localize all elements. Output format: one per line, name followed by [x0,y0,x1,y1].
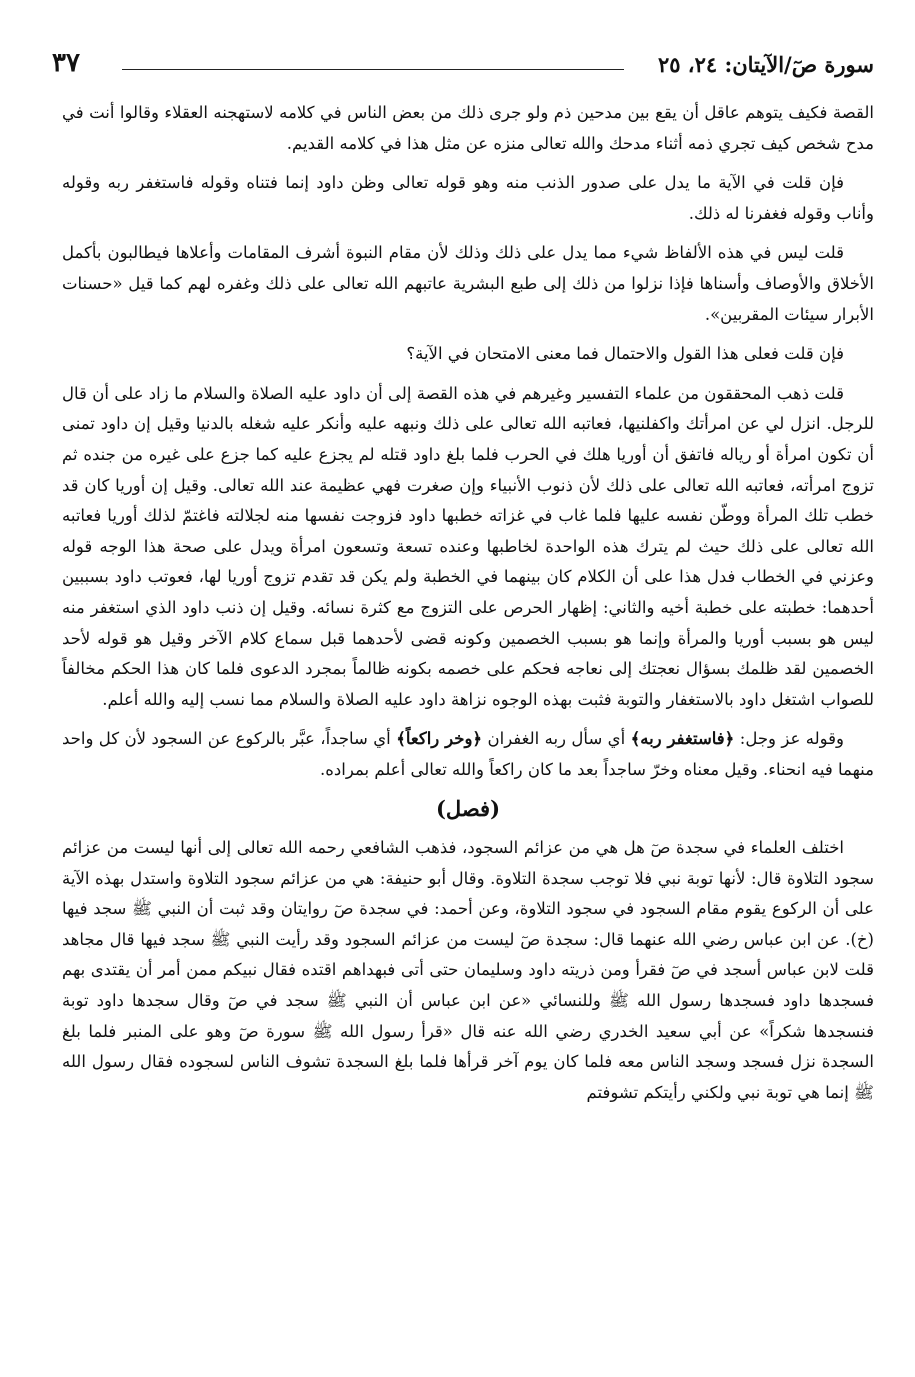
paragraph: فإن قلت في الآية ما يدل على صدور الذنب منه وهو قوله تعالى وظن داود إنما فتناه وقوله فاستغفر ربه وقوله وأناب وقوله فغفرنا له ذلك. [62,173,874,223]
section-heading: (فصل) [435,796,501,822]
page-header [52,44,874,88]
running-title: سورة صٓ/الآيتان: ٢٤، ٢٥ [657,52,874,77]
paragraph: قلت ليس في هذه الألفاظ شيء مما يدل على ذلك وذلك لأن مقام النبوة أشرف المقامات وأعلاها فيطالبون بأكمل الأخلاق والأوصاف وأسناها فإذا نزلوا من ذلك إلى طبع البشرية عاتبهم الله تعالى على ذلك وغفره لهم كما قيل «حسنات الأبرار سيئات المقربين». [62,243,874,324]
header-rule [122,69,624,70]
paragraph: اختلف العلماء في سجدة صٓ هل هي من عزائم السجود، فذهب الشافعي رحمه الله تعالى إلى أنها ليست من عزائم سجود التلاوة قال: لأنها توبة نبي فلا توجب سجدة التلاوة. وقال أبو حنيفة: هي من عزائم سجود التلاوة واستدل بهذه الآية على أن الركوع يقوم مقام السجود في سجود التلاوة، وعن أحمد: في سجدة صٓ روايتان وقد ثبت أن النبي ﷺ سجد فيها (خ). عن ابن عباس رضي الله عنهما قال: سجدة صٓ ليست من عزائم السجود وقد رأيت النبي ﷺ سجد فيها قال مجاهد قلت لابن عباس أسجد في صٓ فقرأ ومن ذريته داود وسليمان حتى أتى فبهداهم اقتده فقال نبيكم ممن أمر أن يقتدى بهم فسجدها داود فسجدها رسول الله ﷺ وللنسائي «عن ابن عباس أن النبي ﷺ سجد في صٓ وقال سجدها داود توبة فنسجدها شكراً» عن أبي سعيد الخدري رضي الله عنه قال «قرأ رسول الله ﷺ سورة صٓ وهو على المنبر فلما بلغ السجدة نزل فسجد وسجد الناس معه فلما كان يوم آخر قرأها فلما بلغ السجدة تشوف الناس لسجوده فقال رسول الله ﷺ إنما هي توبة نبي ولكني رأيتكم تشوفتم [62,838,874,1102]
page-number: ٣٧ [52,48,80,78]
quran-quote: ﴿فاستغفر ربه﴾ [630,729,735,749]
paragraph: فإن قلت فعلى هذا القول والاحتمال فما معنى الامتحان في الآية؟ [406,344,844,364]
page-body [62,98,874,1112]
paragraph: قلت ذهب المحققون من علماء التفسير وغيرهم في هذه القصة إلى أن داود عليه الصلاة والسلام ما زاد على أن قال للرجل. انزل لي عن امرأتك واكفلنيها، فعاتبه الله تعالى على ذلك ونبهه عليه وأنكر عليه شغله بالدنيا وقيل إن داود تمنى أن تكون امرأة أو رياله فاتفق أن أوريا هلك في الحرب فلما بلغ داود قتله لم يجزع عليه كما جزع على غيره من جنده ثم تزوج امرأته، فعاتبه الله تعالى على ذلك لأن ذنوب الأنبياء وإن صغرت فهي عظيمة عند الله تعالى. وقيل إن أوريا كان قد خطب تلك المرأة ووطّن نفسه عليها فلما غاب في غزاته خطبها داود فزوجت نفسها منه لجلالته فاغتمّ لذلك أوريا فعاتبه الله تعالى على ذلك حيث لم يترك هذه الواحدة لخاطبها وعنده تسعة وتسعون امرأة ويدل على صحة هذا الوجه قوله وعزني في الخطاب فدل هذا على أن الكلام كان بينهما في الخطبة ولم يكن قد تقدم تزوج أوريا لها، فعوتب داود بسببين أحدهما: خطبته على خطبة أخيه والثاني: إظهار الحرص على التزوج مع كثرة نسائه. وقيل إن ذنب داود الذي استغفر منه ليس هو بسبب أوريا والمرأة وإنما هو بسبب الخصمين وكونه قضى لأحدهما قبل سماع كلام الآخر وقيل هو قوله لأحد الخصمين لقد ظلمك بسؤال نعجتك إلى نعاجه فحكم على خصمه بكونه ظالماً بمجرد الدعوى فلما كان هذا الحكم مخالفاً للصواب اشتغل داود بالاستغفار والتوبة فثبت بهذه الوجوه نزاهة داود عليه الصلاة والسلام مما نسب إليه والله أعلم. [62,383,874,709]
paragraph-quran-commentary [62,724,874,785]
text-span: أي ساجداً، عبَّر بالركوع عن السجود لأن كل واحد منهما فيه انحناء. وقيل معناه وخرّ ساجداً بعد ما كان راكعاً والله تعالى أعلم بمراده. [62,729,874,779]
text-span: وقوله عز وجل: [739,729,844,749]
text-span: أي سأل ربه الغفران [487,729,626,749]
quran-quote: ﴿وخر راكعاً﴾ [396,729,483,749]
paragraph: القصة فكيف يتوهم عاقل أن يقع بين مدحين ذم ولو جرى ذلك من بعض الناس في كلامه لاستهجنه العقلاء وقالوا أنت في مدح شخص كيف تجري ذمه أثناء مدحك والله تعالى منزه عن مثل هذا في كلامه القديم. [62,103,874,153]
